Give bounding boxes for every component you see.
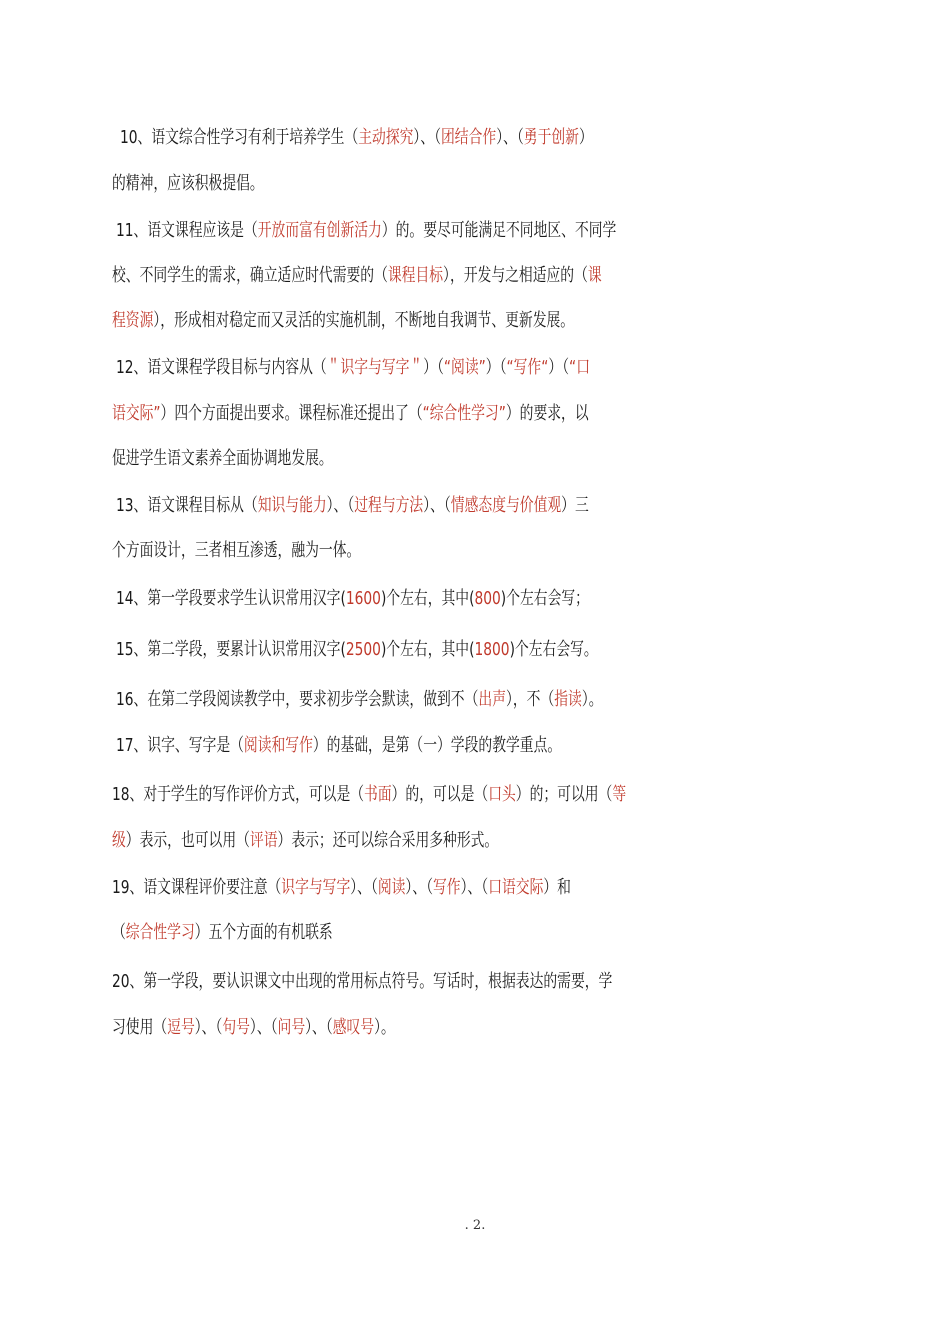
- body-text: )个左右会写。: [509, 639, 598, 660]
- body-text: ）、（: [350, 877, 378, 898]
- paragraph-12-line-2: [112, 402, 589, 426]
- paragraph-11-line-1: [116, 219, 616, 243]
- body-text: ）、（: [249, 1017, 278, 1038]
- paragraph-13-line-2: [112, 539, 360, 563]
- body-text: 11、语文课程应该是（: [116, 220, 258, 241]
- answer-text: “综合性学习”: [422, 403, 506, 424]
- answer-text: 知识与能力: [257, 495, 327, 516]
- answer-text: 800: [474, 588, 501, 609]
- body-text: ）、（: [194, 1017, 223, 1038]
- answer-text: 书面: [364, 784, 392, 805]
- answer-text: 程资源: [112, 310, 154, 331]
- body-text: ）五个方面的有机联系: [194, 922, 333, 943]
- paragraph-14-line-1: [116, 587, 589, 611]
- answer-text: 口语交际: [488, 877, 544, 898]
- body-text: 的精神，应该积极提倡。: [112, 173, 264, 194]
- body-text: 19、语文课程评价要注意（: [112, 877, 282, 898]
- body-text: 18、对于学生的写作评价方式，可以是（: [112, 784, 365, 805]
- answer-text: 1800: [474, 639, 510, 660]
- body-text: ）的要求，以: [505, 403, 589, 424]
- body-text: ）（: [548, 357, 570, 378]
- body-text: 13、语文课程目标从（: [116, 495, 258, 516]
- body-text: ）。: [374, 1017, 395, 1038]
- paragraph-18-line-1: [112, 783, 626, 807]
- answer-text: 团结合作: [441, 127, 497, 148]
- body-text: 15、第二学段，要累计认识常用汉字(: [116, 639, 346, 660]
- answer-text: 问号: [277, 1017, 306, 1038]
- answer-text: 逗号: [167, 1017, 195, 1038]
- paragraph-19-line-2: [112, 921, 333, 945]
- body-text: ），开发与之相适应的（: [443, 265, 588, 286]
- answer-text: 级: [112, 830, 126, 851]
- paragraph-11-line-3: [112, 309, 574, 333]
- answer-text: 识字与写字: [281, 877, 351, 898]
- body-text: ）、（: [405, 877, 434, 898]
- body-text: 17、识字、写字是（: [116, 735, 244, 756]
- answer-text: 课程目标: [387, 265, 444, 286]
- body-text: ）（: [423, 357, 444, 378]
- paragraph-19-line-1: [112, 876, 571, 900]
- body-text: ）、（: [423, 495, 451, 516]
- body-text: ）。: [581, 689, 603, 710]
- answer-text: 感叹号: [332, 1017, 375, 1038]
- answer-text: 过程与方法: [354, 495, 424, 516]
- answer-text: ＂识字与写字＂: [326, 357, 424, 378]
- paragraph-12-line-1: [116, 356, 590, 380]
- answer-text: 指读: [554, 689, 582, 710]
- body-text: 20、第一学段，要认识课文中出现的常用标点符号。写话时，根据表达的需要，学: [112, 971, 613, 992]
- body-text: ）表示，也可以用（: [125, 830, 250, 851]
- body-text: ）三: [561, 495, 589, 516]
- body-text: 校、不同学生的需求，确立适应时代需要的（: [112, 265, 388, 286]
- answer-text: 口头: [488, 784, 516, 805]
- body-text: ）、（: [460, 877, 489, 898]
- body-text: ）的，可以是（: [391, 784, 489, 805]
- body-text: ）、（: [305, 1017, 333, 1038]
- body-text: 14、第一学段要求学生认识常用汉字(: [116, 588, 346, 609]
- body-text: ）: [578, 127, 593, 148]
- body-text: ），不（: [505, 689, 555, 710]
- body-text: ）的；可以用（: [515, 784, 613, 805]
- body-text: （: [112, 922, 126, 943]
- body-text: ）、（: [413, 127, 442, 148]
- answer-text: 勇于创新: [523, 127, 579, 148]
- body-text: ）的。要尽可能满足不同地区、不同学: [381, 220, 617, 241]
- body-text: 10、语文综合性学习有利于培养学生（: [120, 127, 359, 148]
- answer-text: “阅读”: [443, 357, 486, 378]
- body-text: )个左右会写；: [500, 588, 589, 609]
- body-text: )个左右，其中(: [380, 639, 475, 660]
- body-text: ）、（: [326, 495, 355, 516]
- answer-text: 情感态度与价值观: [450, 495, 562, 516]
- body-text: )个左右，其中(: [380, 588, 475, 609]
- body-text: 促进学生语文素养全面协调地发展。: [112, 448, 333, 469]
- answer-text: 2500: [345, 639, 381, 660]
- body-text: ）、（: [496, 127, 524, 148]
- answer-text: “写作“: [506, 357, 549, 378]
- paragraph-12-line-3: [112, 447, 333, 471]
- body-text: ），形成相对稳定而又灵活的实施机制，不断地自我调节、更新发展。: [153, 310, 575, 331]
- answer-text: 阅读和写作: [243, 735, 313, 756]
- paragraph-11-line-2: [112, 264, 602, 288]
- body-text: 习使用（: [112, 1017, 168, 1038]
- paragraph-13-line-1: [116, 494, 589, 518]
- body-text: ）的基础，是第（一）学段的教学重点。: [312, 735, 562, 756]
- answer-text: 等: [612, 784, 627, 805]
- paragraph-15-line-1: [116, 638, 598, 662]
- paragraph-10-line-2: [112, 172, 264, 196]
- body-text: ）（: [485, 357, 507, 378]
- body-text: 个方面设计，三者相互渗透，融为一体。: [112, 540, 361, 561]
- answer-text: 综合性学习: [125, 922, 195, 943]
- paragraph-20-line-1: [112, 970, 612, 994]
- paragraph-17-line-1: [116, 734, 561, 758]
- answer-text: 句号: [222, 1017, 250, 1038]
- answer-text: 开放而富有创新活力: [257, 220, 382, 241]
- paragraph-10-line-1: [120, 126, 593, 150]
- body-text: 16、在第二学段阅读教学中，要求初步学会默读，做到不（: [116, 689, 479, 710]
- body-text: ）四个方面提出要求。课程标准还提出了（: [160, 403, 423, 424]
- answer-text: 写作: [433, 877, 461, 898]
- answer-text: 1600: [345, 588, 381, 609]
- answer-text: 阅读: [377, 877, 406, 898]
- body-text: ）和: [543, 877, 571, 898]
- answer-text: 主动探究: [358, 127, 414, 148]
- paragraph-20-line-2: [112, 1016, 395, 1040]
- paragraph-16-line-1: [116, 688, 603, 712]
- body-text: ）表示；还可以综合采用多种形式。: [277, 830, 499, 851]
- paragraph-18-line-2: [112, 829, 498, 853]
- body-text: 12、语文课程学段目标与内容从（: [116, 357, 327, 378]
- answer-text: 评语: [249, 830, 278, 851]
- answer-text: 语交际”: [112, 403, 161, 424]
- answer-text: 课: [587, 265, 602, 286]
- page-number: . 2.: [464, 1218, 486, 1233]
- answer-text: “口: [569, 357, 591, 378]
- answer-text: 出声: [478, 689, 506, 710]
